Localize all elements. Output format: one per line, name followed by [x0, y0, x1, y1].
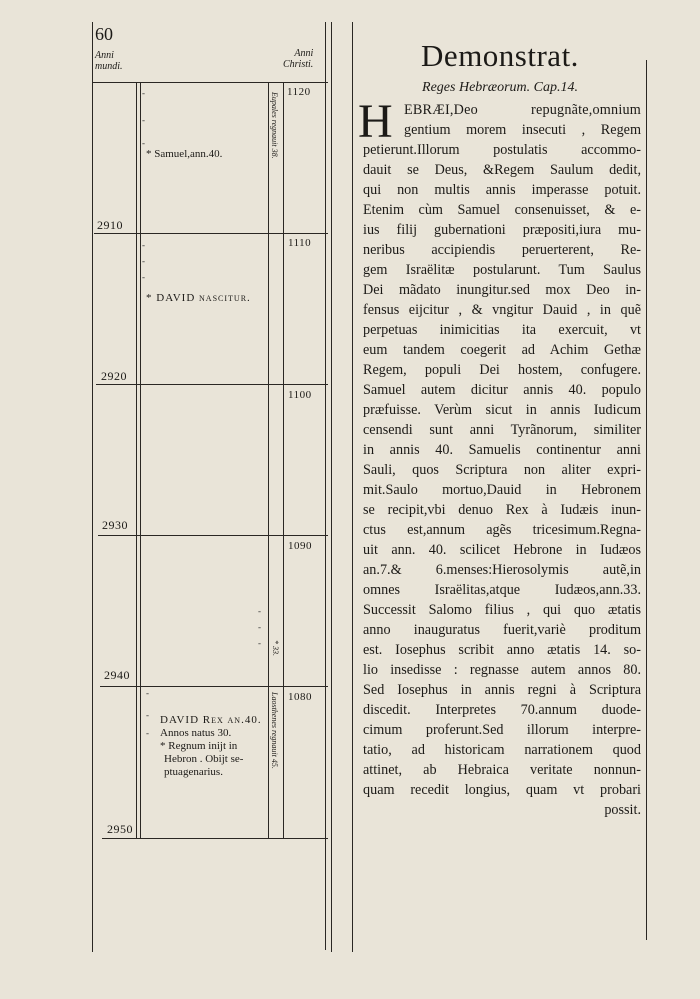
body-text-line: Etenim cùm Samuel consenuisset, & e- — [363, 202, 641, 218]
row-mark: - — [146, 710, 149, 720]
row-rule — [96, 384, 328, 385]
year-christi: 1080 — [288, 691, 312, 703]
row-mark: - — [258, 622, 261, 632]
chapter-subtitle: Reges Hebræorum. Cap.14. — [422, 80, 578, 95]
row-mark: - — [142, 240, 145, 250]
year-mundi: 2920 — [101, 369, 127, 383]
row-mark: - — [258, 606, 261, 616]
body-text-line: dauit se Deus, &Regem Saulum dedit, — [363, 162, 641, 178]
column-rule-d — [283, 83, 284, 838]
body-text-line: præfuisse. Verùm sicut in annis Iudicum — [363, 402, 641, 418]
row-mark: - — [142, 138, 145, 148]
page-title: Demonstrat. — [421, 38, 579, 73]
row-mark: - — [142, 256, 145, 266]
body-text-line: discedit. Interpretes 70.annum duode- — [363, 702, 641, 718]
row-mark: - — [146, 688, 149, 698]
event-text: * DAVID nascitur. — [146, 292, 251, 304]
body-text-line: Regem, populi Dei hostem, confugere. — [363, 362, 641, 378]
row-rule — [102, 838, 328, 839]
table-border-right-inner — [325, 22, 326, 950]
table-border-right — [331, 22, 332, 952]
body-text-line: possit. — [604, 802, 641, 818]
header-anni-christi: Anni Christi. — [283, 48, 314, 70]
body-text-line: lio insedisse : regnasse autem annos 80. — [363, 662, 641, 678]
body-text-line: ctus est,annum agẽs tricesimum.Regna- — [363, 522, 641, 538]
body-text-line: neribus accipiendis peruerterent, Re- — [363, 242, 641, 258]
body-text-line: Successit Salomo filius , qui quo ætatis — [363, 602, 641, 618]
body-text-line: Sauli, quos Scriptura non aliter expri- — [363, 462, 641, 478]
body-text-line: gem Israëlitæ postularunt. Tum Saulus — [363, 262, 641, 278]
body-text-line: cimum proferunt.Sed illorum interpre- — [363, 722, 641, 738]
body-text-line: Dei mãdato inungitur.sed mox Deo in- — [363, 282, 641, 298]
row-mark: - — [142, 115, 145, 125]
year-christi: 1090 — [288, 540, 312, 552]
body-text-line: Sed Iosephus in annis regni à Scriptura — [363, 682, 641, 698]
page-right-rule — [646, 60, 647, 940]
row-mark: - — [146, 728, 149, 738]
row-rule — [100, 686, 328, 687]
year-mundi: 2940 — [104, 668, 130, 682]
text-column-rule — [352, 22, 353, 952]
body-text-line: perpetuas inimicitias ita exercuit, vt — [363, 322, 641, 338]
body-text-line: mit.Saulo mortuo,Dauid in Hebronem — [363, 482, 641, 498]
body-text-line: uit ann. 40. scilicet Hebrone in Iudæos — [363, 542, 641, 558]
year-christi: 1120 — [287, 86, 311, 98]
body-text-line: quam recedit longius, quam vt probari — [363, 782, 641, 798]
year-christi: 1100 — [288, 389, 312, 401]
body-text-line: ius filij gubernationi præpositi,iura mu- — [363, 222, 641, 238]
body-text-line: censendi sunt anni Tyrãnorum, similiter — [363, 422, 641, 438]
body-text-line: in annis 40. Samuelis continentur anni — [363, 442, 641, 458]
body-text-line: attinet, ab Hebraica veritate nonnun- — [363, 762, 641, 778]
king-reign-note: Laosthenes regnauit 45. — [270, 692, 279, 769]
table-header-rule — [92, 82, 328, 83]
year-christi: 1110 — [288, 237, 312, 249]
row-mark: - — [142, 272, 145, 282]
event-text: DAVID Rex an.40. Annos natus 30. * Regnum inijt in Hebron . Obijt se- ptuagenarius. — [160, 714, 262, 778]
body-text-line: qui non multis annis imperasse potuit. — [363, 182, 641, 198]
body-text-line: anno inauguratus fuerit,variè proditum — [363, 622, 641, 638]
drop-cap: H — [358, 95, 393, 148]
row-mark: - — [258, 638, 261, 648]
year-mundi: 2910 — [97, 218, 123, 232]
body-text-line: tatio, ad historicam narrationem quod — [363, 742, 641, 758]
king-reign-note: Eupales regnauit 38. — [270, 92, 279, 159]
body-text-line: Samuel autem dicitur annis 40. populo — [363, 382, 641, 398]
body-text-line: gentium morem insecuti , Regem — [404, 122, 641, 138]
body-text-line: eum tandem coegerit ad Achim Gethæ — [363, 342, 641, 358]
year-mundi: 2930 — [102, 518, 128, 532]
row-rule — [98, 535, 328, 536]
body-text-line: EBRÆI,Deo repugnãte,omnium — [404, 102, 641, 118]
header-anni-mundi: Anni mundi. — [95, 50, 123, 72]
king-reign-note: * 33. — [271, 640, 280, 656]
body-text-line: omnes Israëlitas,atque Iudæos,ann.33. — [363, 582, 641, 598]
body-text-line: fensus eijcitur , & vngitur Dauid , in quẽ — [363, 302, 641, 318]
column-rule-c — [268, 83, 269, 838]
year-mundi: 2950 — [107, 822, 133, 836]
page-number: 60 — [95, 24, 113, 44]
column-rule-a — [136, 83, 137, 838]
table-border-left — [92, 22, 93, 952]
body-text-line: est. Iosephus scribit anno ætatis 14. so- — [363, 642, 641, 658]
body-text-line: an.7.& 6.menses:Hierosolymis autẽ,in — [363, 562, 641, 578]
body-text-line: se recipit,vbi denuo Rex à Iudæis inun- — [363, 502, 641, 518]
row-mark: - — [142, 88, 145, 98]
column-rule-b — [140, 83, 141, 838]
body-text-line: petierunt.Illorum postulatis accommo- — [363, 142, 641, 158]
row-rule — [94, 233, 328, 234]
event-text: * Samuel,ann.40. — [146, 148, 223, 160]
